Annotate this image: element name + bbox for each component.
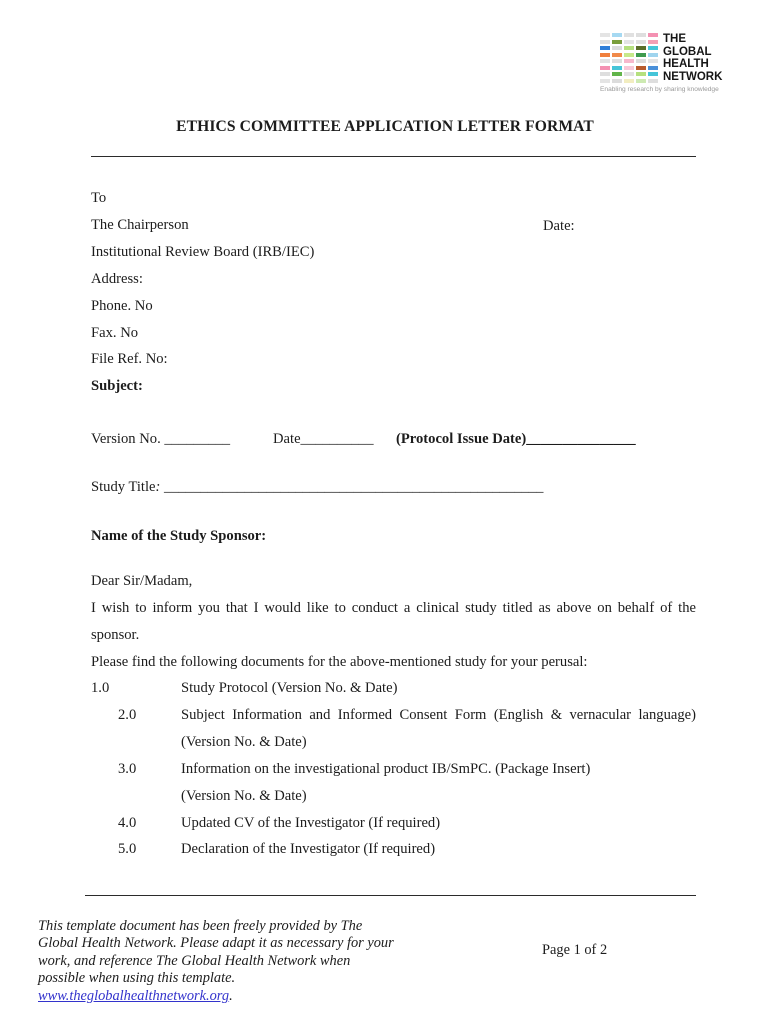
document-list (91, 675, 696, 863)
logo-grid-cell (600, 46, 610, 50)
protocol-issue-date-field: (Protocol Issue Date)_______________ (396, 431, 636, 447)
footer-attribution (38, 918, 438, 1005)
sponsor-heading: Name of the Study Sponsor: (91, 528, 267, 544)
list-item-text: Updated CV of the Investigator (If required) (181, 814, 441, 831)
logo-grid-cell (648, 53, 658, 57)
logo-grid-cell (648, 72, 658, 76)
logo-grid-cell (612, 79, 622, 83)
footer-line: possible when using this template. (38, 970, 236, 987)
recipient-file-ref: File Ref. No: (91, 351, 168, 368)
list-item (91, 675, 696, 702)
logo-grid-cell (600, 79, 610, 83)
page-number: Page 1 of 2 (542, 942, 608, 958)
logo-grid-cell (624, 72, 634, 76)
logo-grid-cell (636, 79, 646, 83)
recipient-address: Address: (91, 270, 143, 287)
logo-grid-cell (624, 33, 634, 37)
list-item-number: 4.0 (118, 814, 137, 831)
study-title-field: Study Title: ____________________________________________________ (91, 479, 544, 495)
list-item-text: Information on the investigational product IB/SmPC. (Package Insert) (Version No. & Date) (181, 756, 696, 810)
logo-word: HEALTH (663, 58, 709, 71)
logo-grid-cell (648, 66, 658, 70)
list-item-number: 2.0 (118, 706, 137, 723)
logo-tagline: Enabling research by sharing knowledge (600, 86, 719, 94)
footer-line: Global Health Network. Please adapt it as necessary for your (38, 935, 394, 952)
logo-grid-cell (648, 40, 658, 44)
logo-grid-cell (612, 46, 622, 50)
logo-grid-cell (600, 72, 610, 76)
logo-grid-cell (636, 53, 646, 57)
intro-line-1: I wish to inform you that I would like to conduct a clinical study titled as above on behalf of the (91, 599, 696, 616)
logo-word: GLOBAL (663, 45, 712, 58)
logo-grid-cell (624, 53, 634, 57)
recipient-fax: Fax. No (91, 324, 139, 341)
title-divider (91, 156, 696, 157)
page-title: ETHICS COMMITTEE APPLICATION LETTER FORMAT (176, 118, 594, 135)
logo-grid-cell (636, 40, 646, 44)
list-item-text: Declaration of the Investigator (If required) (181, 841, 436, 858)
recipient-to: To (91, 190, 107, 206)
footer-link-period: . (229, 987, 233, 1004)
logo-grid-cell (600, 66, 610, 70)
logo-grid-cell (612, 40, 622, 44)
list-item-text: Study Protocol (Version No. & Date) (181, 680, 398, 696)
list-item-continuation: (Version No. & Date) (181, 787, 307, 804)
perusal-line: Please find the following documents for the above-mentioned study for your perusal: (91, 653, 588, 670)
recipient-board: Institutional Review Board (IRB/IEC) (91, 243, 315, 260)
logo-grid-cell (636, 46, 646, 50)
logo-grid-cell (612, 72, 622, 76)
subject-label: Subject: (91, 378, 143, 395)
letter-body (91, 568, 696, 676)
footer-line: work, and reference The Global Health Network when (38, 952, 351, 969)
logo-grid-cell (624, 79, 634, 83)
logo-grid-cell (612, 66, 622, 70)
logo-grid-cell (624, 46, 634, 50)
logo-grid-cell (636, 59, 646, 63)
logo-grid-cell (636, 72, 646, 76)
list-item-number: 3.0 (118, 760, 137, 777)
footer-link-line (38, 988, 438, 1005)
version-row (91, 431, 696, 451)
version-no-field: Version No. _________ (91, 431, 231, 447)
logo-grid-cell (624, 40, 634, 44)
intro-line-2: sponsor. (91, 626, 140, 643)
list-item (91, 836, 696, 863)
global-health-network-logo (600, 33, 730, 93)
date-label: Date: (543, 218, 575, 234)
recipient-block (91, 185, 314, 400)
list-item-text: Subject Information and Informed Consent Form (English & vernacular language) (Version No. & Date) (181, 702, 696, 756)
version-date-field: Date__________ (273, 431, 374, 447)
logo-grid-cell (600, 33, 610, 37)
list-item-number: 5.0 (118, 841, 137, 858)
list-item (91, 810, 696, 837)
logo-microarray-icon (600, 33, 658, 83)
logo-grid-cell (612, 33, 622, 37)
logo-grid-cell (600, 53, 610, 57)
logo-grid-cell (624, 59, 634, 63)
logo-grid-cell (624, 66, 634, 70)
footer-line: This template document has been freely provided by The (38, 918, 363, 934)
logo-wordmark (663, 33, 722, 83)
logo-grid-cell (600, 59, 610, 63)
footer-divider (85, 895, 696, 896)
logo-word: NETWORK (663, 70, 723, 83)
logo-grid-cell (600, 40, 610, 44)
logo-grid-cell (612, 59, 622, 63)
logo-grid-cell (648, 79, 658, 83)
global-health-network-link[interactable]: www.theglobalhealthnetwork.org (38, 987, 230, 1004)
recipient-chairperson: The Chairperson (91, 216, 189, 233)
logo-word: THE (663, 33, 686, 45)
logo-grid-cell (648, 46, 658, 50)
logo-grid-cell (636, 66, 646, 70)
logo-grid-cell (648, 33, 658, 37)
logo-grid-cell (636, 33, 646, 37)
logo-grid-cell (648, 59, 658, 63)
recipient-phone: Phone. No (91, 297, 153, 314)
logo-grid-cell (612, 53, 622, 57)
list-item (91, 702, 696, 756)
list-item-continuation: (Version No. & Date) (181, 733, 307, 750)
list-item (91, 756, 696, 810)
salutation: Dear Sir/Madam, (91, 573, 193, 589)
list-item-number: 1.0 (91, 680, 110, 696)
